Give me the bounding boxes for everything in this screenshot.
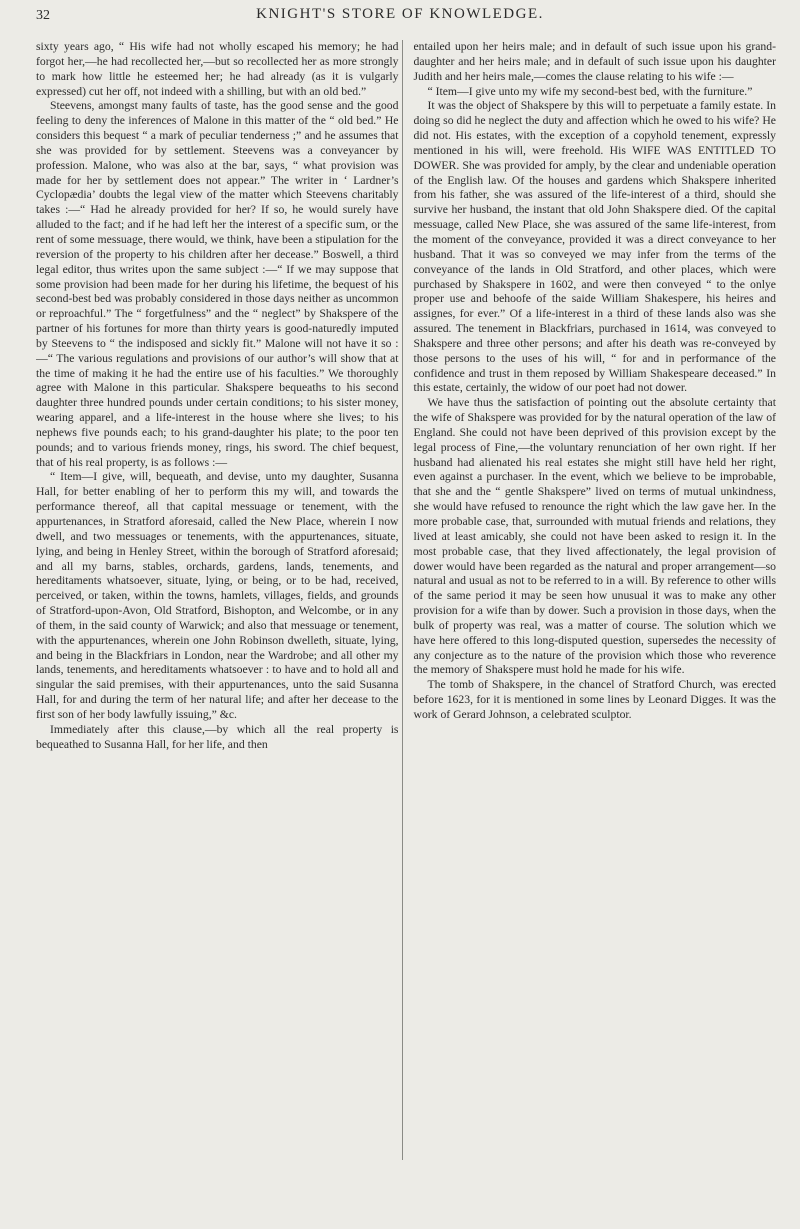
text-columns [36, 40, 776, 1220]
paragraph: sixty years ago, “ His wife had not wholly escaped his memory; he had forgot her,—he had recollected her,—but so recollected her as more strongly to mark how little he esteemed her; he had already (as it is vulgarly expressed) cut her off, not indeed with a shilling, but with an old bed.” [36, 40, 399, 98]
page-number: 32 [36, 8, 50, 23]
running-head: KNIGHT'S STORE OF KNOWLEDGE. [256, 6, 544, 22]
left-column [36, 40, 402, 1210]
column-divider [402, 40, 403, 1160]
paragraph: Immediately after this clause,—by which all the real property is bequeathed to Susanna Hall, for her life, and then [36, 722, 399, 751]
right-column [412, 40, 777, 1210]
paragraph: It was the object of Shakspere by this will to perpetuate a family estate. In doing so did he neglect the duty and affection which he owed to his wife? He did not. His estates, with the exception of a copyhold tenement, expressly mentioned in his will, were freehold. His WIFE WAS ENTITLED TO DOWER. She was provided for amply, by the clear and undeniable operation of the English law. Of the houses and gardens which Shakspere inherited from his father, she was assured of the life-interest of a third, should she survive her husband, the instant that old John Shakspere died. Of the capital messuage, called New Place, she was assured of the same life-interest, from the moment of the conveyance, provided it was a direct conveyance to her husband. That it was so conveyed we may infer from the terms of the conveyance of the lands in Old Stratford, and other places, which were purchased by Shakspere in 1602, and were then conveyed “ to the onlye proper use and behoofe of the saide William Shakespere, his heires and assignes, for ever.” Of a life-interest in a third of these lands also was she assured. The tenement in Blackfriars, purchased in 1614, was conveyed to Shakspere and three other persons; and after his death was re-conveyed by those persons to the uses of his will, “ for and in performance of the confidence and trust in them reposed by William Shakespeare deceased.” In this estate, certainly, the widow of our poet had not dower. [413, 99, 776, 395]
paragraph: “ Item—I give unto my wife my second-best bed, with the furniture.” [427, 84, 753, 98]
paragraph: entailed upon her heirs male; and in default of such issue upon his grand-daughter and her heirs male; and in default of such issue upon his daughter Judith and her heirs male,—comes the clause relating to his wife :— [413, 40, 776, 83]
paragraph: The tomb of Shakspere, in the chancel of Stratford Church, was erected before 1623, for it is mentioned in some lines by Leonard Digges. It was the work of Gerard Johnson, a celebrated sculptor. [413, 678, 776, 721]
paragraph: Steevens, amongst many faults of taste, has the good sense and the good feeling to deny the inferences of Malone in this matter of the “ old bed.” He considers this bequest “ a mark of peculiar tenderness ;” and he assumes that she was provided for by settlement. Steevens was a conveyancer by profession. Malone, who was also at the bar, says, “ what provision was made for her by settlement does not appear.” The writer in ‘ Lardner’s Cyclopædia’ doubts the legal view of the matter which Steevens charitably takes :—“ Had he already provided for her? If so, he would surely have alluded to the fact; and if he had left her the interest of a specific sum, or the rent of some messuage, there would, we think, have been a stipulation for the reversion of the property to his children after her decease.” Boswell, a third legal editor, thus writes upon the same subject :—“ If we may suppose that some provision had been made for her during his lifetime, the bequest of his second-best bed was probably considered in those days neither as uncommon or reproachful.” The “ forgetfulness” and the “ neglect” by Shakspere of the partner of his fortunes for more than thirty years is good-naturedly imputed by Steevens to “ the indisposed and sickly fit.” Malone will not have it so :—“ The various regulations and provisions of our author’s will show that at the time of making it he had the entire use of his faculties.” We thoroughly agree with Malone in this particular. Shakspere bequeaths to his second daughter three hundred pounds under certain conditions; to his sister money, wearing apparel, and a life-interest in the house where she lives; to his nephews five pounds each; to his grand-daughter his plate; to the poor ten pounds; and to various friends money, rings, his sword. The chief bequest, that of his real property, is as follows :— [36, 99, 399, 469]
paragraph: We have thus the satisfaction of pointing out the absolute certainty that the wife of Shakspere was provided for by the natural operation of the law of England. She could not have been deprived of this provision except by the legal process of Fine,—the voluntary renunciation of her own right. If her husband had alienated his real estates she might still have held her right, even against a purchaser. In the event, which we believe to be improbable, that she and the “ gentle Shakspere” lived on terms of mutual unkindness, she would have refused to renounce the right which the law gave her. In the more probable case, that, surrounded with mutual friends and relations, they lived at least amicably, she could not have been asked to resign it. In the most probable case, that they lived affectionately, the legal provision of dower would have been regarded as the natural and proper arrangement—so natural and usual as not to be referred to in a will. By reference to other wills of the same period it may be seen how unusual it was to make any other provision for a wife than by dower. Such a provision in those days, when the bulk of property was real, was a matter of course. The solution which we have here offered to this long-disputed question, supersedes the necessity of any conjecture as to the nature of the provision which those who reverence the memory of Shakspere must hold he made for his wife. [413, 396, 776, 677]
paragraph: “ Item—I give, will, bequeath, and devise, unto my daughter, Susanna Hall, for better enabling of her to perform this my will, and towards the performance thereof, all that capital messuage or tenement, with the appurtenances, in Stratford aforesaid, called the New Place, wherein I now dwell, and two messuages or tenements, with the appurtenances, situate, lying, and being in Henley Street, within the borough of Stratford aforesaid; and all my barns, stables, orchards, gardens, lands, tenements, and hereditaments whatsoever, situate, lying, or being, or to be had, received, perceived, or taken, within the towns, hamlets, villages, fields, and grounds of Stratford-upon-Avon, Old Stratford, Bishopton, and Welcombe, or in any of them, in the said county of Warwick; and also that messuage or tenement, with the appurtenances, wherein one John Robinson dwelleth, situate, lying, and being in the Blackfriars in London, near the Wardrobe; and all other my lands, tenements, and hereditaments whatsoever : to have and to hold all and singular the said premises, with their appurtenances, unto the said Susanna Hall, for and during the term of her natural life; and after her decease to the first son of her body lawfully issuing,” &c. [36, 470, 399, 721]
